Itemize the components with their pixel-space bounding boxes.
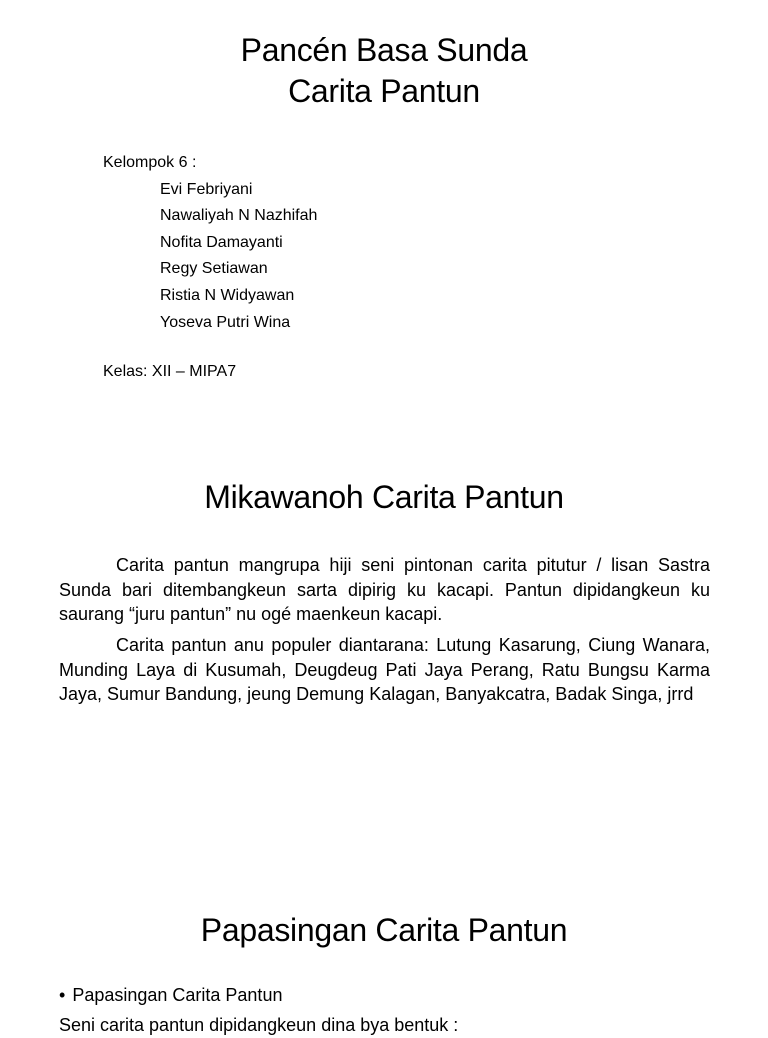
section-title-mikawanoh: Mikawanoh Carita Pantun xyxy=(204,479,564,515)
member-item: Yoseva Putri Wina xyxy=(160,313,291,331)
member-list xyxy=(103,177,317,337)
section-title-papasingan: Papasingan Carita Pantun xyxy=(200,912,568,948)
bullet-item-label: Papasingan Carita Pantun xyxy=(72,985,283,1005)
member-item: Nawaliyah N Nazhifah xyxy=(160,207,318,225)
member-item: Nofita Damayanti xyxy=(160,233,283,251)
cut-off-text-line: Seni carita pantun dipidangkeun dina bya bentuk : xyxy=(59,1015,459,1035)
group-info xyxy=(103,150,317,336)
member-item: Evi Febriyani xyxy=(160,180,253,198)
member-item: Ristia N Widyawan xyxy=(160,286,295,304)
group-label: Kelompok 6 : xyxy=(103,154,197,171)
bullet-icon: • xyxy=(59,985,66,1005)
paragraph-popular-stories: Carita pantun anu populer diantarana: Lutung Kasarung, Ciung Wanara, Munding Laya di Kusumah, Deugdeug Pati Jaya Perang, Ratu Bungsu Karma Jaya, Sumur Bandung, jeung Demung Kalagan, Banyakcatra, Badak Singa, jrrd xyxy=(59,635,710,704)
bullet-item xyxy=(59,982,282,1008)
member-item: Regy Setiawan xyxy=(160,260,268,278)
class-label: Kelas: XII – MIPA7 xyxy=(103,363,237,380)
page-title-line-2: Carita Pantun xyxy=(288,73,480,109)
page-title-line-1: Pancén Basa Sunda xyxy=(240,32,528,68)
paragraph-definition: Carita pantun mangrupa hiji seni pintonan carita pitutur / lisan Sastra Sunda bari ditembangkeun sarta dipirig ku kacapi. Pantun dipidangkeun ku saurang “juru pantun” nu ogé maenkeun kacapi. xyxy=(59,555,710,624)
